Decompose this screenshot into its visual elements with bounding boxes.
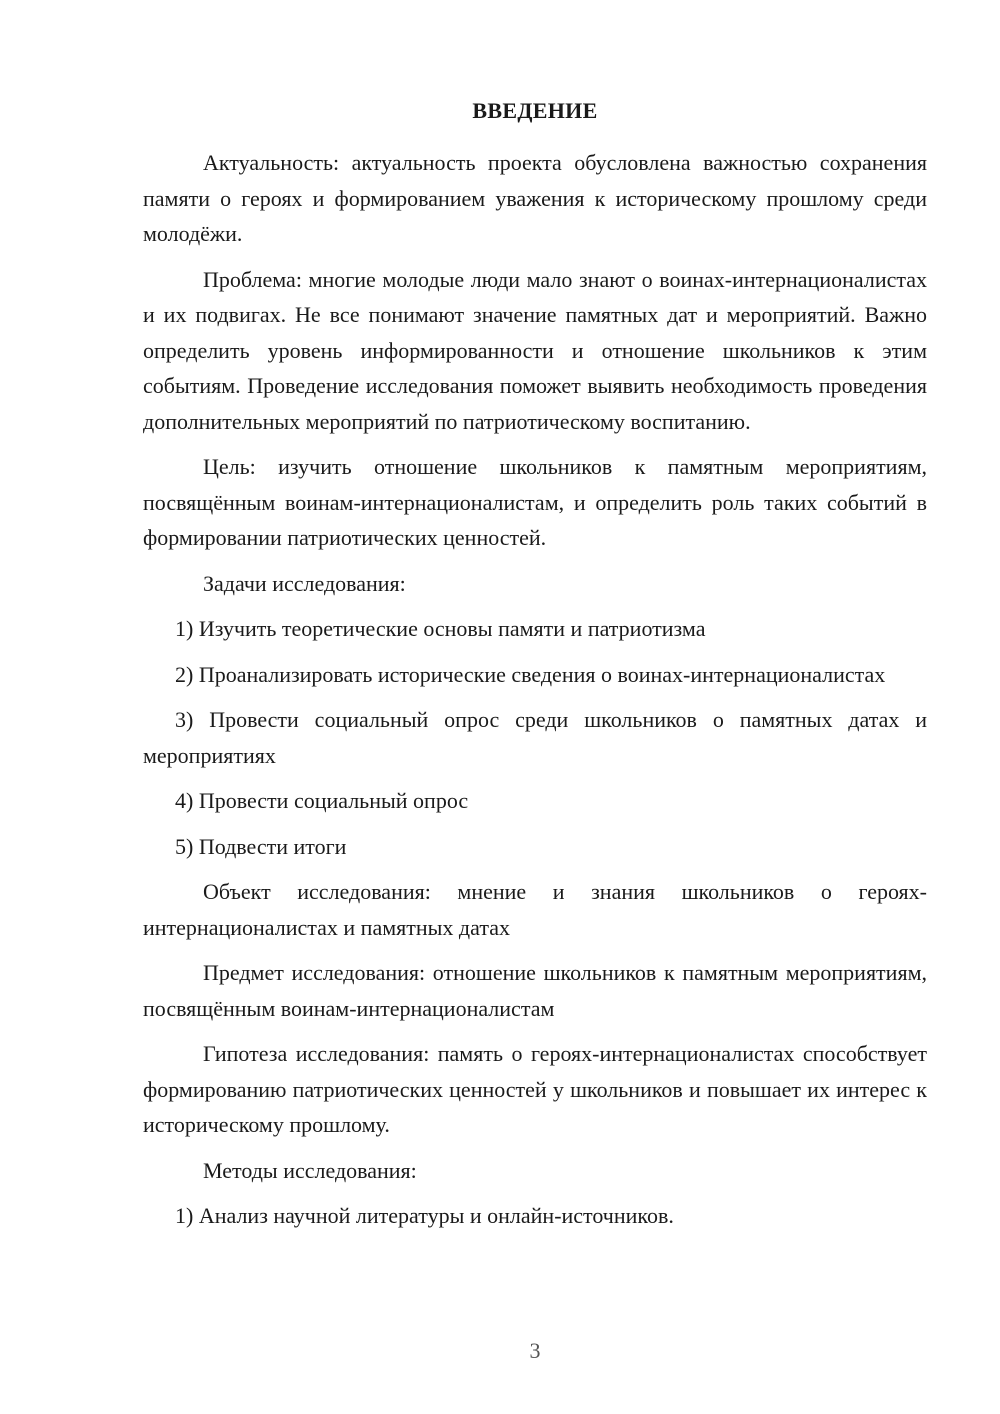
relevance-paragraph: Актуальность: актуальность проекта обусловлена важностью сохранения памяти о героях и формированием уважения к историческому прошлому среди молодёжи. [143, 150, 927, 246]
page-number: 3 [529, 1338, 541, 1363]
document-body [143, 145, 927, 1244]
subject-paragraph: Предмет исследования: отношение школьников к памятным мероприятиям, посвящённым воинам-интернационалистам [143, 960, 927, 1021]
tasks-heading: Задачи исследования: [203, 570, 406, 596]
hypothesis-paragraph: Гипотеза исследования: память о героях-интернационалистах способствует формированию патриотических ценностей у школьников и повышает их интерес к историческому прошлому. [143, 1041, 927, 1137]
task-item: 4) Провести социальный опрос [175, 788, 469, 813]
method-item: 1) Анализ научной литературы и онлайн-источников. [175, 1203, 674, 1228]
goal-paragraph: Цель: изучить отношение школьников к памятным мероприятиям, посвящённым воинам-интернационалистам, и определить роль таких событий в формировании патриотических ценностей. [143, 454, 927, 550]
problem-paragraph: Проблема: многие молодые люди мало знают о воинах-интернационалистах и их подвигах. Не все понимают значение памятных дат и мероприятий. Важно определить уровень информированности и отношение школьников к этим событиям. Проведение исследования поможет выявить необходимость проведения дополнительных мероприятий по патриотическому воспитанию. [143, 266, 927, 434]
task-item: 2) Проанализировать исторические сведения о воинах-интернационалистах [175, 661, 886, 687]
task-item: 3) Провести социальный опрос среди школьников о памятных датах и мероприятиях [143, 707, 927, 768]
task-item: 1) Изучить теоретические основы памяти и патриотизма [175, 616, 706, 641]
section-title: ВВЕДЕНИЕ [472, 98, 598, 123]
task-item: 5) Подвести итоги [175, 833, 347, 859]
methods-heading: Методы исследования: [203, 1157, 417, 1183]
object-paragraph: Объект исследования: мнение и знания школьников о героях-интернационалистах и памятных датах [143, 879, 927, 940]
